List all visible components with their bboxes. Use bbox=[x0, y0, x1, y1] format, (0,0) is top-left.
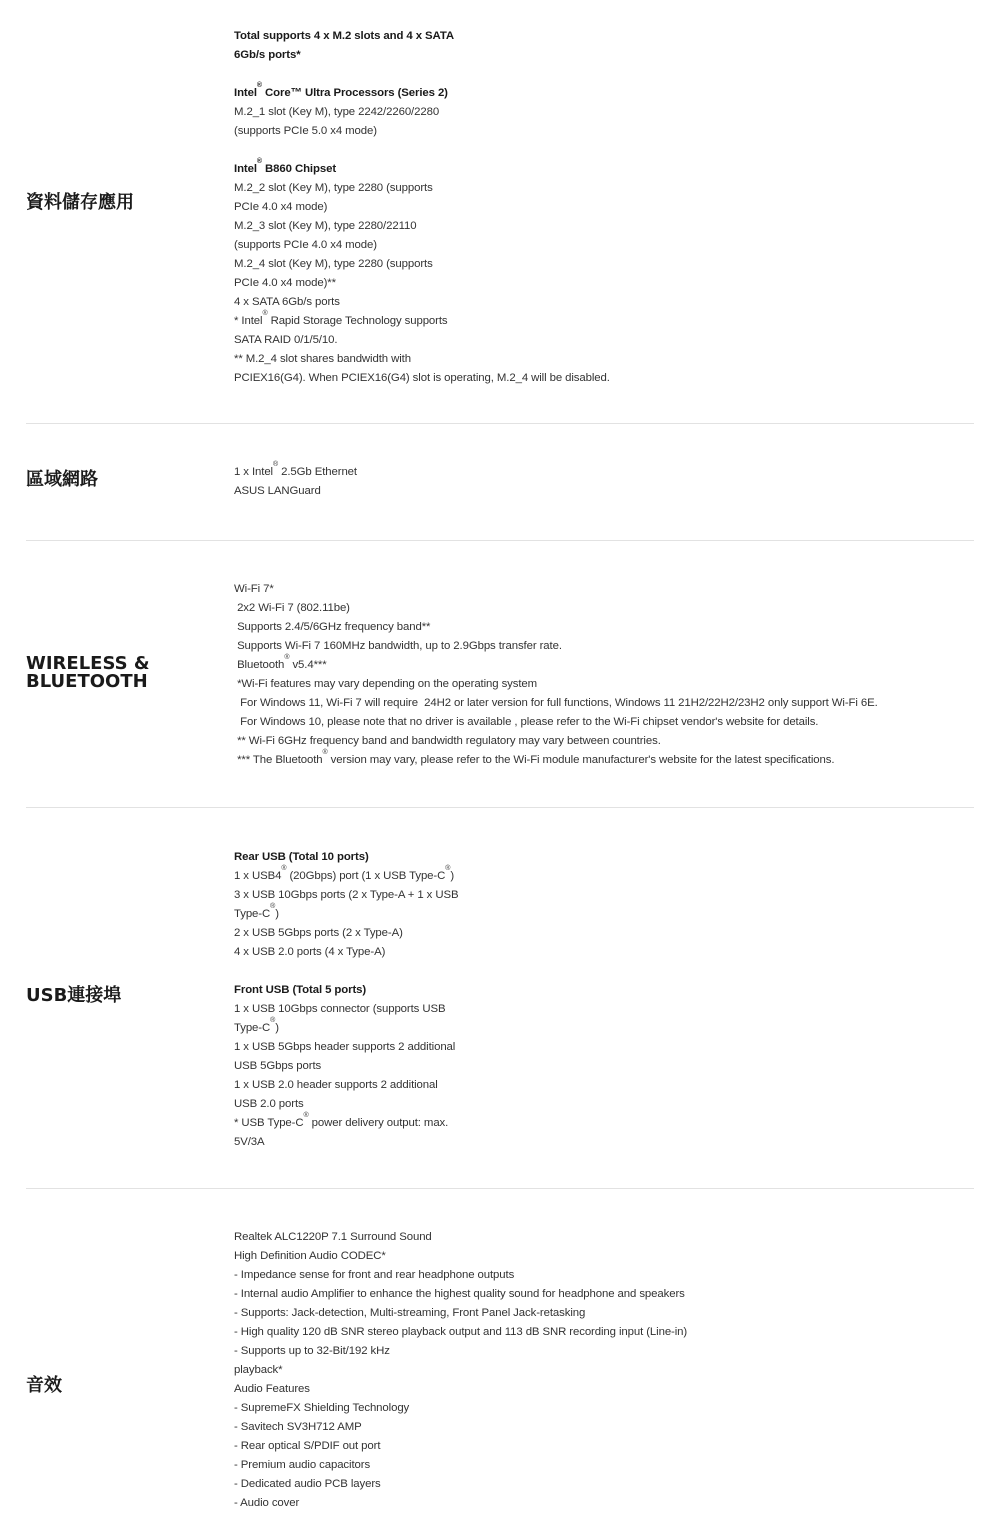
spec-line bbox=[234, 1019, 974, 1038]
spec-line bbox=[234, 656, 974, 675]
spec-heading: Rear USB (Total 10 ports) bbox=[234, 851, 369, 863]
spec-line: M.2_2 slot (Key M), type 2280 (supports bbox=[234, 182, 433, 194]
section-lan bbox=[26, 463, 974, 523]
spec-text: ) bbox=[450, 870, 455, 882]
spec-line: Audio Features bbox=[234, 1383, 310, 1395]
spec-line: 5V/3A bbox=[234, 1136, 265, 1148]
spacer bbox=[234, 962, 974, 981]
section-content bbox=[234, 27, 974, 388]
spec-line: - Dedicated audio PCB layers bbox=[234, 1478, 381, 1490]
spec-text: B860 Chipset bbox=[261, 163, 337, 175]
spec-heading: Front USB (Total 5 ports) bbox=[234, 984, 367, 996]
spec-text: * USB Type-C bbox=[234, 1117, 304, 1129]
spec-line: For Windows 11, Wi-Fi 7 will require 24H2 or later version for full functions, Windows 11 21H2/22H2/23H2 only support Wi-Fi 6E. bbox=[234, 697, 878, 709]
registered-mark: ® bbox=[445, 865, 451, 872]
section-content bbox=[234, 848, 974, 1152]
spec-line: - Rear optical S/PDIF out port bbox=[234, 1440, 381, 1452]
spec-line: USB 5Gbps ports bbox=[234, 1060, 322, 1072]
registered-mark: ® bbox=[270, 903, 276, 910]
spec-line: 3 x USB 10Gbps ports (2 x Type-A + 1 x USB bbox=[234, 889, 459, 901]
section-divider bbox=[26, 423, 974, 424]
spec-line: (supports PCIe 5.0 x4 mode) bbox=[234, 125, 377, 137]
spec-text: v5.4*** bbox=[289, 659, 327, 671]
spec-line: - SupremeFX Shielding Technology bbox=[234, 1402, 410, 1414]
spec-line bbox=[234, 751, 974, 770]
spec-text: 2.5Gb Ethernet bbox=[278, 466, 357, 478]
spec-line bbox=[234, 1114, 974, 1133]
spec-line: - Internal audio Amplifier to enhance the highest quality sound for headphone and speakers bbox=[234, 1288, 685, 1300]
spec-text: Bluetooth bbox=[234, 659, 285, 671]
section-divider bbox=[26, 540, 974, 541]
spec-line: - High quality 120 dB SNR stereo playback output and 113 dB SNR recording input (Line-in) bbox=[234, 1326, 688, 1338]
registered-mark: ® bbox=[284, 654, 290, 661]
registered-mark: ® bbox=[256, 158, 262, 165]
spec-text: Intel bbox=[234, 87, 257, 99]
section-divider bbox=[26, 1188, 974, 1189]
registered-mark: ® bbox=[322, 749, 328, 756]
spec-text: Intel bbox=[234, 163, 257, 175]
spec-line: PCIe 4.0 x4 mode)** bbox=[234, 277, 336, 289]
section-storage bbox=[26, 27, 974, 397]
spec-text: Type-C bbox=[234, 908, 271, 920]
spec-line: High Definition Audio CODEC* bbox=[234, 1250, 386, 1262]
section-label: USB連接埠 bbox=[26, 985, 122, 1006]
spec-heading: 6Gb/s ports* bbox=[234, 49, 301, 61]
spec-line: 2x2 Wi-Fi 7 (802.11be) bbox=[234, 602, 350, 614]
spec-heading bbox=[234, 160, 974, 179]
spacer bbox=[234, 141, 974, 160]
spec-line bbox=[234, 905, 974, 924]
section-wireless-bluetooth bbox=[26, 580, 974, 780]
spec-text: ) bbox=[275, 1022, 279, 1034]
spec-line: Wi-Fi 7* bbox=[234, 583, 274, 595]
spec-line: - Supports up to 32-Bit/192 kHz bbox=[234, 1345, 390, 1357]
spec-line: Supports 2.4/5/6GHz frequency band** bbox=[234, 621, 431, 633]
spec-line: ASUS LANGuard bbox=[234, 485, 321, 497]
spec-text: 1 x USB4 bbox=[234, 870, 282, 882]
section-label: 資料儲存應用 bbox=[26, 192, 134, 213]
registered-mark: ® bbox=[273, 461, 279, 468]
spec-text: *** The Bluetooth bbox=[234, 754, 323, 766]
spec-text: Type-C bbox=[234, 1022, 271, 1034]
spec-line: For Windows 10, please note that no driver is available , please refer to the Wi-Fi chipset vendor's website for details. bbox=[234, 716, 819, 728]
spec-line: 2 x USB 5Gbps ports (2 x Type-A) bbox=[234, 927, 403, 939]
spec-text: 1 x Intel bbox=[234, 466, 273, 478]
spec-text: version may vary, please refer to the Wi-Fi module manufacturer's website for the latest specifications. bbox=[327, 754, 835, 766]
registered-mark: ® bbox=[262, 310, 268, 317]
spec-line: - Premium audio capacitors bbox=[234, 1459, 371, 1471]
spec-text: (20Gbps) port (1 x USB Type-C bbox=[286, 870, 446, 882]
spec-line: M.2_3 slot (Key M), type 2280/22110 bbox=[234, 220, 417, 232]
registered-mark: ® bbox=[303, 1112, 309, 1119]
spec-line: USB 2.0 ports bbox=[234, 1098, 304, 1110]
spec-line: ** M.2_4 slot shares bandwidth with bbox=[234, 353, 411, 365]
section-label: WIRELESS & BLUETOOTH bbox=[26, 653, 150, 692]
spec-line: - Supports: Jack-detection, Multi-streaming, Front Panel Jack-retasking bbox=[234, 1307, 586, 1319]
spec-heading bbox=[234, 84, 974, 103]
spec-line: 1 x USB 10Gbps connector (supports USB bbox=[234, 1003, 446, 1015]
spec-line: PCIe 4.0 x4 mode) bbox=[234, 201, 328, 213]
spec-line bbox=[234, 463, 974, 482]
spec-text: ) bbox=[275, 908, 279, 920]
spec-line: 1 x USB 5Gbps header supports 2 additional bbox=[234, 1041, 456, 1053]
spec-line: 4 x SATA 6Gb/s ports bbox=[234, 296, 340, 308]
spec-heading: Total supports 4 x M.2 slots and 4 x SATA bbox=[234, 30, 454, 42]
spec-line bbox=[234, 867, 974, 886]
spacer bbox=[234, 65, 974, 84]
spec-line: 1 x USB 2.0 header supports 2 additional bbox=[234, 1079, 438, 1091]
spec-line: playback* bbox=[234, 1364, 283, 1376]
spec-line: - Audio cover bbox=[234, 1497, 300, 1509]
spec-line: *Wi-Fi features may vary depending on the operating system bbox=[234, 678, 538, 690]
registered-mark: ® bbox=[281, 865, 287, 872]
spec-line: - Impedance sense for front and rear headphone outputs bbox=[234, 1269, 515, 1281]
spec-line: Supports Wi-Fi 7 160MHz bandwidth, up to 2.9Gbps transfer rate. bbox=[234, 640, 562, 652]
spec-line: M.2_4 slot (Key M), type 2280 (supports bbox=[234, 258, 433, 270]
section-label: 區域網路 bbox=[26, 469, 98, 490]
spec-line: 4 x USB 2.0 ports (4 x Type-A) bbox=[234, 946, 386, 958]
registered-mark: ® bbox=[256, 82, 262, 89]
spec-line: M.2_1 slot (Key M), type 2242/2260/2280 bbox=[234, 106, 440, 118]
spec-line: - Savitech SV3H712 AMP bbox=[234, 1421, 362, 1433]
spec-line: ** Wi-Fi 6GHz frequency band and bandwidth regulatory may vary between countries. bbox=[234, 735, 661, 747]
spec-text: Core™ Ultra Processors (Series 2) bbox=[261, 87, 448, 99]
registered-mark: ® bbox=[270, 1017, 276, 1024]
spec-text: power delivery output: max. bbox=[308, 1117, 449, 1129]
section-usb bbox=[26, 848, 974, 1158]
spec-line: Realtek ALC1220P 7.1 Surround Sound bbox=[234, 1231, 432, 1243]
section-content bbox=[234, 1228, 974, 1513]
section-content bbox=[234, 463, 974, 501]
spec-line: PCIEX16(G4). When PCIEX16(G4) slot is operating, M.2_4 will be disabled. bbox=[234, 372, 610, 384]
spec-text: Rapid Storage Technology supports bbox=[267, 315, 448, 327]
section-divider bbox=[26, 807, 974, 808]
section-label: 音效 bbox=[26, 1375, 62, 1396]
section-audio bbox=[26, 1228, 974, 1509]
spec-line bbox=[234, 312, 974, 331]
section-content bbox=[234, 580, 974, 770]
spec-line: SATA RAID 0/1/5/10. bbox=[234, 334, 338, 346]
spec-line: (supports PCIe 4.0 x4 mode) bbox=[234, 239, 377, 251]
spec-text: * Intel bbox=[234, 315, 263, 327]
